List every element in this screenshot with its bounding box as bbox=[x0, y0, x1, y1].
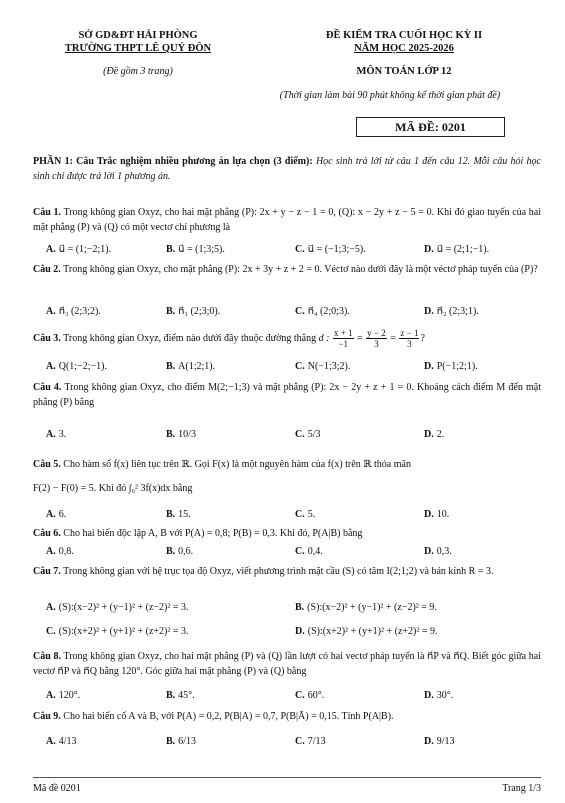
subject: MÔN TOÁN LỚP 12 bbox=[356, 66, 452, 77]
footer-code: Mã đề 0201 bbox=[33, 783, 81, 794]
option-d[interactable]: D. P(−1;2;1). bbox=[424, 361, 478, 372]
option-b[interactable]: B. n⃗₁ (2;3;0). bbox=[166, 306, 221, 317]
question-1 bbox=[33, 206, 541, 235]
question-3: Câu 3. Trong không gian Oxyz, điểm nào dưới đây thuộc đường thẳng d : $\frac{x + 1}{-1}$ = $\frac{y - 2}{3}$ = $\frac{z - 1}{3}$ ? bbox=[33, 328, 425, 350]
option-d[interactable]: D. 30°. bbox=[424, 690, 454, 701]
exam-title: ĐỀ KIỂM TRA CUỐI HỌC KỲ II bbox=[325, 30, 483, 41]
question-label: Câu 1. bbox=[33, 207, 62, 218]
option-a[interactable]: A. n⃗₃ (2;3;2). bbox=[46, 306, 101, 317]
option-a[interactable]: A. Q(1;−2;−1). bbox=[46, 361, 107, 372]
option-c[interactable]: C. 60°. bbox=[295, 690, 325, 701]
option-c[interactable]: C. N(−1;3;2). bbox=[295, 361, 351, 372]
fraction: $\frac{x + 1}{-1}$ bbox=[333, 328, 353, 350]
option-d[interactable]: D. n⃗₂ (2;3;1). bbox=[424, 306, 479, 317]
option-b[interactable]: B. (S):(x−2)² + (y−1)² + (z−2)² = 9. bbox=[295, 602, 437, 613]
school-year: NĂM HỌC 2025-2026 bbox=[354, 43, 454, 54]
option-a[interactable]: A. u⃗ = (1;−2;1). bbox=[46, 244, 112, 255]
question-text: Trong không gian Oxyz, cho hai mặt phẳng (P): 2x + y − z − 1 = 0, (Q): x − 2y + z − 5 = 0. Khi đó giao tuyến của hai mặt phẳng (P) và (Q) có một vectơ chỉ phương là bbox=[33, 207, 542, 233]
option-b[interactable]: B. 45°. bbox=[166, 690, 195, 701]
option-c[interactable]: C. 0,4. bbox=[295, 546, 323, 557]
option-a[interactable]: A. (S):(x−2)² + (y−1)² + (z−2)² = 3. bbox=[46, 602, 189, 613]
option-a[interactable]: A. 3. bbox=[46, 429, 67, 440]
option-d[interactable]: D. (S):(x+2)² + (y+1)² + (z+2)² = 9. bbox=[295, 626, 438, 637]
pages-note: (Đề gồm 3 trang) bbox=[103, 66, 173, 77]
fraction: $\frac{z - 1}{3}$ bbox=[400, 328, 419, 350]
option-d[interactable]: D. 10. bbox=[424, 509, 450, 520]
option-a[interactable]: A. 120°. bbox=[46, 690, 81, 701]
part1-heading bbox=[33, 155, 541, 184]
question-4: Câu 4. Trong không gian Oxyz, cho điểm M(2;−1;3) và mặt phẳng (P): 2x − 2y + z + 1 = 0. Khoảng cách điểm M đến mặt phẳng (P) bằng bbox=[33, 382, 541, 408]
option-a[interactable]: A. 6. bbox=[46, 509, 67, 520]
question-2: Câu 2. Trong không gian Oxyz, cho mặt phẳng (P): 2x + 3y + z + 2 = 0. Véctơ nào dưới đây là một véctơ pháp tuyến của (P)? bbox=[33, 264, 538, 275]
question-5: Câu 5. Cho hàm số f(x) liên tục trên ℝ. Gọi F(x) là một nguyên hàm của f(x) trên ℝ thỏa mãn bbox=[33, 459, 411, 470]
option-c[interactable]: C. 5. bbox=[295, 509, 316, 520]
option-b[interactable]: B. 0,6. bbox=[166, 546, 194, 557]
question-7: Câu 7. Trong không gian với hệ trục tọa độ Oxyz, viết phương trình mặt cầu (S) có tâm I(2;1;2) và bán kính R = 3. bbox=[33, 566, 494, 577]
option-c[interactable]: C. 5/3 bbox=[295, 429, 321, 440]
option-b[interactable]: B. 6/13 bbox=[166, 736, 196, 747]
footer-page: Trang 1/3 bbox=[502, 783, 541, 794]
option-c[interactable]: C. n⃗₄ (2;0;3). bbox=[295, 306, 350, 317]
option-d[interactable]: D. 2. bbox=[424, 429, 445, 440]
option-c[interactable]: C. u⃗ = (−1;3;−5). bbox=[295, 244, 366, 255]
option-a[interactable]: A. 0,8. bbox=[46, 546, 74, 557]
option-b[interactable]: B. 10/3 bbox=[166, 429, 196, 440]
option-c[interactable]: C. (S):(x+2)² + (y+1)² + (z+2)² = 3. bbox=[46, 626, 189, 637]
school-name: TRƯỜNG THPT LÊ QUÝ ĐÔN bbox=[64, 43, 212, 54]
part1-title: PHẦN 1: Câu Trắc nghiệm nhiều phương án lựa chọn (3 điểm): bbox=[33, 156, 313, 167]
fraction: $\frac{y - 2}{3}$ bbox=[367, 328, 386, 350]
question-5-continuation: F(2) − F(0) = 5. Khi đó ∫₀² 3f(x)dx bằng bbox=[33, 483, 193, 494]
option-d[interactable]: D. 9/13 bbox=[424, 736, 455, 747]
option-a[interactable]: A. 4/13 bbox=[46, 736, 77, 747]
question-8: Câu 8. Trong không gian Oxyz, cho hai mặt phẳng (P) và (Q) lần lượt có hai vectơ pháp tuyến là n⃗P và n⃗Q. Biết góc giữa hai vectơ n⃗P và n⃗Q bằng 120°. Góc giữa hai mặt phẳng (P) và (Q) bằng bbox=[33, 651, 541, 677]
dept-name: SỞ GD&ĐT HẢI PHÒNG bbox=[78, 30, 198, 41]
line-eq-tail: ? bbox=[420, 333, 425, 344]
option-d[interactable]: D. u⃗ = (2;1;−1). bbox=[424, 244, 490, 255]
footer-rule bbox=[33, 777, 541, 778]
option-b[interactable]: B. A(1;2;1). bbox=[166, 361, 216, 372]
line-eq-lead: d : bbox=[318, 333, 330, 344]
option-c[interactable]: C. 7/13 bbox=[295, 736, 326, 747]
question-9: Câu 9. Cho hai biến cố A và B, với P(A) = 0,2, P(B|A) = 0,7, P(B|Ā) = 0,15. Tính P(A|B). bbox=[33, 711, 394, 722]
time-note: (Thời gian làm bài 90 phút không kể thời gian phát đề) bbox=[279, 90, 501, 101]
question-6: Câu 6. Cho hai biến độc lập A, B với P(A) = 0,8; P(B) = 0,3. Khi đó, P(A|B) bằng bbox=[33, 528, 363, 539]
option-b[interactable]: B. 15. bbox=[166, 509, 191, 520]
option-d[interactable]: D. 0,3. bbox=[424, 546, 452, 557]
option-b[interactable]: B. u⃗ = (1;3;5). bbox=[166, 244, 225, 255]
part1-instruction: Học sinh trả lời từ câu 1 đến câu 12. Mỗi câu hỏi học sinh chỉ được trả lời 1 phương án. bbox=[33, 156, 541, 182]
exam-code-box: MÃ ĐỀ: 0201 bbox=[356, 117, 505, 137]
